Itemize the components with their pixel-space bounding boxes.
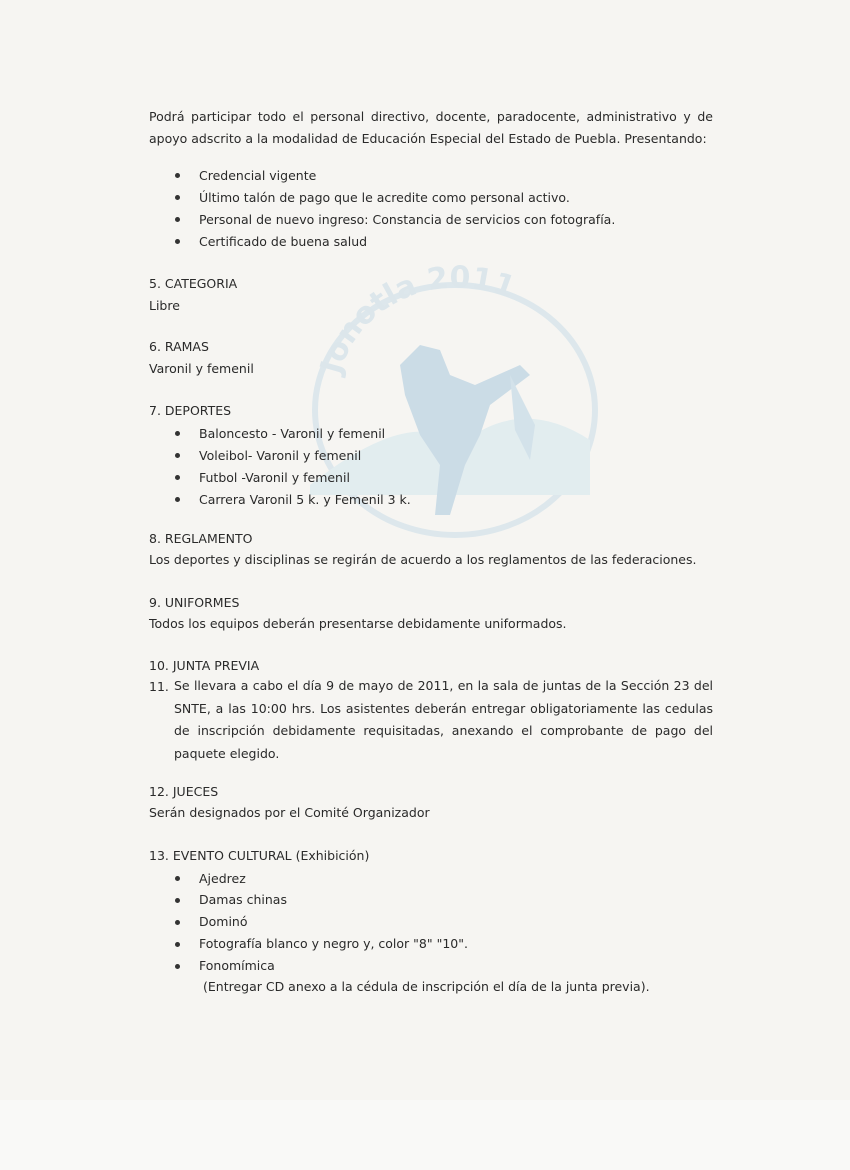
svg-text:Jonotla 2011: Jonotla 2011	[313, 260, 520, 378]
section-body-ramas: Varonil y femenil	[149, 361, 254, 376]
section-body-categoria: Libre	[149, 298, 180, 313]
list-item: Carrera Varonil 5 k. y Femenil 3 k.	[199, 492, 411, 507]
section-heading-jueces: 12. JUECES	[149, 784, 219, 799]
section-body-junta-previa: Se llevara a cabo el día 9 de mayo de 2011, en la sala de juntas de la Sección 23 del SNTE, a las 10:00 hrs. Los asistentes deberán entregar obligatoriamente las cedulas de inscripción debidamente requisitadas, anexando el comprobante de pago del paquete elegido.	[174, 678, 713, 761]
bullet-icon	[175, 475, 180, 480]
section-body-uniformes: Todos los equipos deberán presentarse debidamente uniformados.	[149, 616, 567, 631]
bullet-icon	[175, 898, 180, 903]
list-item: Voleibol- Varonil y femenil	[199, 448, 362, 463]
list-item: Credencial vigente	[199, 168, 317, 183]
section-heading-junta-previa: 10. JUNTA PREVIA	[149, 658, 260, 673]
bullet-icon	[175, 173, 180, 178]
list-item: Baloncesto - Varonil y femenil	[199, 426, 386, 441]
bullet-icon	[175, 964, 180, 969]
section-heading-ramas: 6. RAMAS	[149, 339, 209, 354]
list-item: Personal de nuevo ingreso: Constancia de servicios con fotografía.	[199, 212, 616, 227]
bullet-icon	[175, 217, 180, 222]
list-item-note: (Entregar CD anexo a la cédula de inscripción el día de la junta previa).	[203, 979, 650, 994]
section-heading-deportes: 7. DEPORTES	[149, 403, 232, 418]
list-item: Fonomímica	[199, 958, 275, 973]
bullet-icon	[175, 453, 180, 458]
section-body-reglamento: Los deportes y disciplinas se regirán de acuerdo a los reglamentos de las federaciones.	[149, 552, 697, 567]
bullet-icon	[175, 239, 180, 244]
list-item: Certificado de buena salud	[199, 234, 368, 249]
bullet-icon	[175, 431, 180, 436]
section-heading-reglamento: 8. REGLAMENTO	[149, 531, 253, 546]
section-heading-uniformes: 9. UNIFORMES	[149, 595, 240, 610]
list-item: Dominó	[199, 914, 248, 929]
section-body-jueces: Serán designados por el Comité Organizador	[149, 805, 430, 820]
bullet-icon	[175, 876, 180, 881]
list-item: Ajedrez	[199, 871, 246, 886]
section-heading-evento-cultural: 13. EVENTO CULTURAL (Exhibición)	[149, 848, 370, 863]
list-item: Fotografía blanco y negro y, color "8" "10".	[199, 936, 468, 951]
item-number: 11.	[149, 679, 169, 694]
list-item: Último talón de pago que le acredite como personal activo.	[199, 190, 570, 205]
list-item: Damas chinas	[199, 892, 287, 907]
list-item: Futbol -Varonil y femenil	[199, 470, 350, 485]
scan-margin	[0, 1100, 850, 1170]
bullet-icon	[175, 942, 180, 947]
bullet-icon	[175, 497, 180, 502]
intro-paragraph: Podrá participar todo el personal directivo, docente, paradocente, administrativo y de apoyo adscrito a la modalidad de Educación Especial del Estado de Puebla. Presentando:	[149, 109, 713, 146]
section-heading-categoria: 5. CATEGORIA	[149, 276, 238, 291]
bullet-icon	[175, 920, 180, 925]
bullet-icon	[175, 195, 180, 200]
